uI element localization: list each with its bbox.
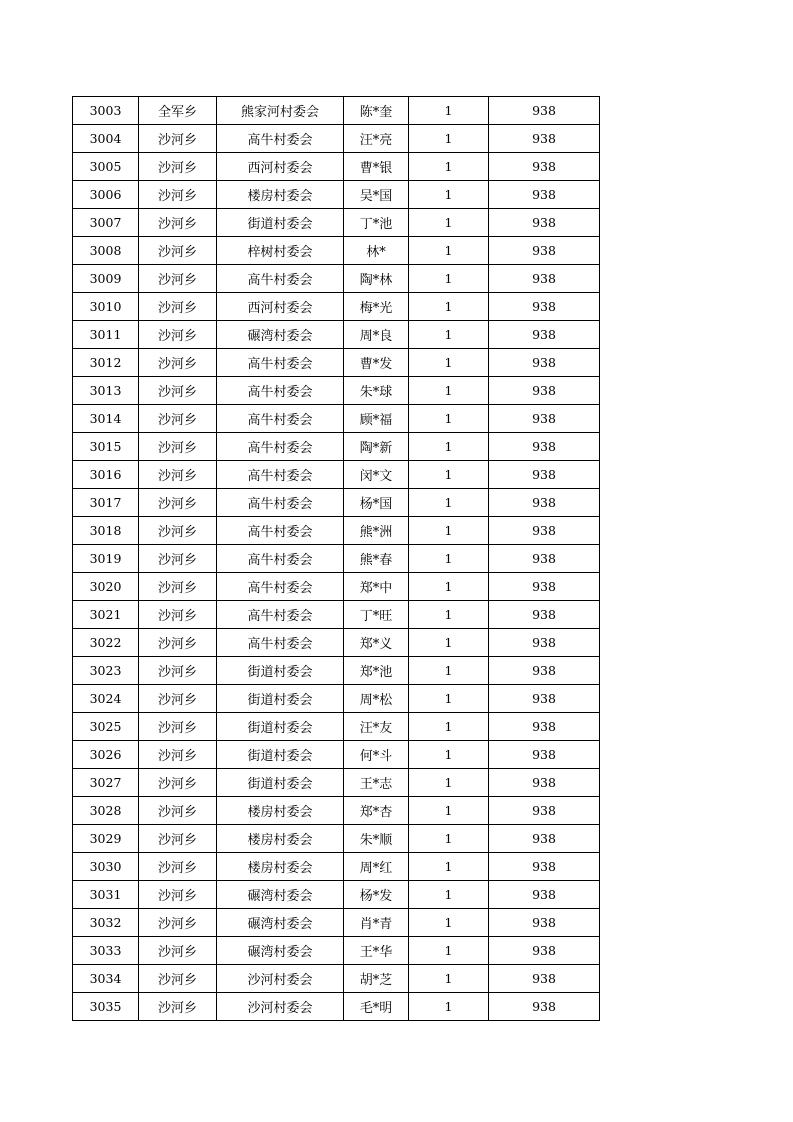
township-cell: 全军乡 xyxy=(139,97,217,125)
count-cell: 1 xyxy=(409,349,489,377)
amount-cell: 938 xyxy=(489,265,600,293)
township-cell: 沙河乡 xyxy=(139,461,217,489)
amount-cell: 938 xyxy=(489,881,600,909)
name-cell: 肖*青 xyxy=(344,909,409,937)
township-cell: 沙河乡 xyxy=(139,769,217,797)
township-cell: 沙河乡 xyxy=(139,433,217,461)
id-cell: 3010 xyxy=(73,293,139,321)
name-cell: 郑*义 xyxy=(344,629,409,657)
township-cell: 沙河乡 xyxy=(139,181,217,209)
table-row xyxy=(73,909,600,937)
amount-cell: 938 xyxy=(489,741,600,769)
table-row xyxy=(73,517,600,545)
count-cell: 1 xyxy=(409,181,489,209)
village-committee-cell: 高牛村委会 xyxy=(217,461,344,489)
township-cell: 沙河乡 xyxy=(139,629,217,657)
name-cell: 朱*顺 xyxy=(344,825,409,853)
village-committee-cell: 碾湾村委会 xyxy=(217,881,344,909)
name-cell: 陈*奎 xyxy=(344,97,409,125)
count-cell: 1 xyxy=(409,685,489,713)
township-cell: 沙河乡 xyxy=(139,573,217,601)
count-cell: 1 xyxy=(409,293,489,321)
table-row xyxy=(73,685,600,713)
village-committee-cell: 街道村委会 xyxy=(217,685,344,713)
id-cell: 3032 xyxy=(73,909,139,937)
amount-cell: 938 xyxy=(489,293,600,321)
township-cell: 沙河乡 xyxy=(139,741,217,769)
amount-cell: 938 xyxy=(489,965,600,993)
village-committee-cell: 梓树村委会 xyxy=(217,237,344,265)
id-cell: 3028 xyxy=(73,797,139,825)
table-row xyxy=(73,153,600,181)
amount-cell: 938 xyxy=(489,237,600,265)
township-cell: 沙河乡 xyxy=(139,685,217,713)
id-cell: 3029 xyxy=(73,825,139,853)
name-cell: 丁*旺 xyxy=(344,601,409,629)
table-row xyxy=(73,713,600,741)
count-cell: 1 xyxy=(409,405,489,433)
table-row xyxy=(73,965,600,993)
id-cell: 3018 xyxy=(73,517,139,545)
table-row xyxy=(73,405,600,433)
id-cell: 3021 xyxy=(73,601,139,629)
amount-cell: 938 xyxy=(489,433,600,461)
table-row xyxy=(73,349,600,377)
name-cell: 朱*球 xyxy=(344,377,409,405)
name-cell: 梅*光 xyxy=(344,293,409,321)
table-row xyxy=(73,601,600,629)
amount-cell: 938 xyxy=(489,517,600,545)
id-cell: 3025 xyxy=(73,713,139,741)
id-cell: 3035 xyxy=(73,993,139,1021)
village-committee-cell: 楼房村委会 xyxy=(217,181,344,209)
amount-cell: 938 xyxy=(489,405,600,433)
count-cell: 1 xyxy=(409,769,489,797)
amount-cell: 938 xyxy=(489,545,600,573)
township-cell: 沙河乡 xyxy=(139,601,217,629)
village-committee-cell: 西河村委会 xyxy=(217,293,344,321)
id-cell: 3034 xyxy=(73,965,139,993)
village-committee-cell: 楼房村委会 xyxy=(217,853,344,881)
name-cell: 郑*中 xyxy=(344,573,409,601)
id-cell: 3003 xyxy=(73,97,139,125)
count-cell: 1 xyxy=(409,265,489,293)
village-committee-cell: 街道村委会 xyxy=(217,713,344,741)
township-cell: 沙河乡 xyxy=(139,153,217,181)
table-row xyxy=(73,489,600,517)
village-committee-cell: 熊家河村委会 xyxy=(217,97,344,125)
count-cell: 1 xyxy=(409,321,489,349)
amount-cell: 938 xyxy=(489,713,600,741)
id-cell: 3020 xyxy=(73,573,139,601)
table-row xyxy=(73,237,600,265)
amount-cell: 938 xyxy=(489,853,600,881)
amount-cell: 938 xyxy=(489,209,600,237)
count-cell: 1 xyxy=(409,377,489,405)
id-cell: 3006 xyxy=(73,181,139,209)
count-cell: 1 xyxy=(409,909,489,937)
village-committee-cell: 高牛村委会 xyxy=(217,489,344,517)
table-row xyxy=(73,881,600,909)
id-cell: 3009 xyxy=(73,265,139,293)
name-cell: 林* xyxy=(344,237,409,265)
village-committee-cell: 高牛村委会 xyxy=(217,349,344,377)
name-cell: 汪*亮 xyxy=(344,125,409,153)
count-cell: 1 xyxy=(409,853,489,881)
count-cell: 1 xyxy=(409,237,489,265)
amount-cell: 938 xyxy=(489,489,600,517)
count-cell: 1 xyxy=(409,825,489,853)
table-row xyxy=(73,825,600,853)
id-cell: 3005 xyxy=(73,153,139,181)
name-cell: 周*良 xyxy=(344,321,409,349)
data-table xyxy=(72,96,600,1021)
township-cell: 沙河乡 xyxy=(139,853,217,881)
amount-cell: 938 xyxy=(489,657,600,685)
name-cell: 吴*国 xyxy=(344,181,409,209)
table-row xyxy=(73,545,600,573)
id-cell: 3024 xyxy=(73,685,139,713)
village-committee-cell: 高牛村委会 xyxy=(217,125,344,153)
amount-cell: 938 xyxy=(489,993,600,1021)
name-cell: 郑*杏 xyxy=(344,797,409,825)
table-row xyxy=(73,321,600,349)
count-cell: 1 xyxy=(409,433,489,461)
village-committee-cell: 碾湾村委会 xyxy=(217,321,344,349)
count-cell: 1 xyxy=(409,881,489,909)
village-committee-cell: 街道村委会 xyxy=(217,209,344,237)
village-committee-cell: 高牛村委会 xyxy=(217,433,344,461)
amount-cell: 938 xyxy=(489,685,600,713)
township-cell: 沙河乡 xyxy=(139,265,217,293)
table-row xyxy=(73,769,600,797)
village-committee-cell: 高牛村委会 xyxy=(217,265,344,293)
name-cell: 郑*池 xyxy=(344,657,409,685)
village-committee-cell: 高牛村委会 xyxy=(217,377,344,405)
table-row xyxy=(73,993,600,1021)
village-committee-cell: 高牛村委会 xyxy=(217,601,344,629)
amount-cell: 938 xyxy=(489,573,600,601)
village-committee-cell: 沙河村委会 xyxy=(217,993,344,1021)
name-cell: 熊*洲 xyxy=(344,517,409,545)
id-cell: 3004 xyxy=(73,125,139,153)
table-row xyxy=(73,125,600,153)
table-row xyxy=(73,937,600,965)
township-cell: 沙河乡 xyxy=(139,321,217,349)
township-cell: 沙河乡 xyxy=(139,125,217,153)
name-cell: 曹*发 xyxy=(344,349,409,377)
count-cell: 1 xyxy=(409,489,489,517)
township-cell: 沙河乡 xyxy=(139,489,217,517)
name-cell: 王*华 xyxy=(344,937,409,965)
township-cell: 沙河乡 xyxy=(139,293,217,321)
township-cell: 沙河乡 xyxy=(139,517,217,545)
village-committee-cell: 碾湾村委会 xyxy=(217,937,344,965)
township-cell: 沙河乡 xyxy=(139,825,217,853)
amount-cell: 938 xyxy=(489,909,600,937)
id-cell: 3008 xyxy=(73,237,139,265)
table-row xyxy=(73,377,600,405)
id-cell: 3017 xyxy=(73,489,139,517)
name-cell: 胡*芝 xyxy=(344,965,409,993)
township-cell: 沙河乡 xyxy=(139,797,217,825)
township-cell: 沙河乡 xyxy=(139,937,217,965)
id-cell: 3026 xyxy=(73,741,139,769)
village-committee-cell: 楼房村委会 xyxy=(217,797,344,825)
name-cell: 闵*文 xyxy=(344,461,409,489)
name-cell: 杨*国 xyxy=(344,489,409,517)
amount-cell: 938 xyxy=(489,153,600,181)
village-committee-cell: 街道村委会 xyxy=(217,741,344,769)
table-row xyxy=(73,461,600,489)
count-cell: 1 xyxy=(409,713,489,741)
count-cell: 1 xyxy=(409,797,489,825)
name-cell: 熊*春 xyxy=(344,545,409,573)
name-cell: 周*松 xyxy=(344,685,409,713)
count-cell: 1 xyxy=(409,461,489,489)
table-row xyxy=(73,433,600,461)
table-body xyxy=(73,97,600,1021)
village-committee-cell: 楼房村委会 xyxy=(217,825,344,853)
count-cell: 1 xyxy=(409,741,489,769)
village-committee-cell: 沙河村委会 xyxy=(217,965,344,993)
amount-cell: 938 xyxy=(489,601,600,629)
name-cell: 陶*林 xyxy=(344,265,409,293)
name-cell: 丁*池 xyxy=(344,209,409,237)
id-cell: 3016 xyxy=(73,461,139,489)
count-cell: 1 xyxy=(409,573,489,601)
id-cell: 3030 xyxy=(73,853,139,881)
id-cell: 3019 xyxy=(73,545,139,573)
village-committee-cell: 高牛村委会 xyxy=(217,573,344,601)
count-cell: 1 xyxy=(409,657,489,685)
amount-cell: 938 xyxy=(489,461,600,489)
village-committee-cell: 高牛村委会 xyxy=(217,517,344,545)
count-cell: 1 xyxy=(409,97,489,125)
township-cell: 沙河乡 xyxy=(139,909,217,937)
table-row xyxy=(73,265,600,293)
village-committee-cell: 高牛村委会 xyxy=(217,405,344,433)
amount-cell: 938 xyxy=(489,937,600,965)
count-cell: 1 xyxy=(409,965,489,993)
name-cell: 何*斗 xyxy=(344,741,409,769)
id-cell: 3031 xyxy=(73,881,139,909)
village-committee-cell: 碾湾村委会 xyxy=(217,909,344,937)
township-cell: 沙河乡 xyxy=(139,377,217,405)
village-committee-cell: 高牛村委会 xyxy=(217,545,344,573)
id-cell: 3012 xyxy=(73,349,139,377)
village-committee-cell: 街道村委会 xyxy=(217,769,344,797)
count-cell: 1 xyxy=(409,629,489,657)
table-row xyxy=(73,629,600,657)
name-cell: 周*红 xyxy=(344,853,409,881)
name-cell: 陶*新 xyxy=(344,433,409,461)
id-cell: 3015 xyxy=(73,433,139,461)
name-cell: 王*志 xyxy=(344,769,409,797)
township-cell: 沙河乡 xyxy=(139,965,217,993)
id-cell: 3014 xyxy=(73,405,139,433)
id-cell: 3027 xyxy=(73,769,139,797)
count-cell: 1 xyxy=(409,125,489,153)
township-cell: 沙河乡 xyxy=(139,657,217,685)
amount-cell: 938 xyxy=(489,797,600,825)
amount-cell: 938 xyxy=(489,349,600,377)
table-row xyxy=(73,853,600,881)
table-row xyxy=(73,741,600,769)
village-committee-cell: 街道村委会 xyxy=(217,657,344,685)
count-cell: 1 xyxy=(409,517,489,545)
id-cell: 3013 xyxy=(73,377,139,405)
village-committee-cell: 高牛村委会 xyxy=(217,629,344,657)
table-row xyxy=(73,657,600,685)
count-cell: 1 xyxy=(409,601,489,629)
amount-cell: 938 xyxy=(489,825,600,853)
amount-cell: 938 xyxy=(489,125,600,153)
amount-cell: 938 xyxy=(489,181,600,209)
amount-cell: 938 xyxy=(489,377,600,405)
table-row xyxy=(73,97,600,125)
name-cell: 曹*银 xyxy=(344,153,409,181)
count-cell: 1 xyxy=(409,545,489,573)
count-cell: 1 xyxy=(409,153,489,181)
id-cell: 3023 xyxy=(73,657,139,685)
count-cell: 1 xyxy=(409,993,489,1021)
township-cell: 沙河乡 xyxy=(139,209,217,237)
id-cell: 3022 xyxy=(73,629,139,657)
township-cell: 沙河乡 xyxy=(139,713,217,741)
township-cell: 沙河乡 xyxy=(139,993,217,1021)
amount-cell: 938 xyxy=(489,97,600,125)
table-row xyxy=(73,293,600,321)
name-cell: 毛*明 xyxy=(344,993,409,1021)
table-row xyxy=(73,797,600,825)
count-cell: 1 xyxy=(409,209,489,237)
name-cell: 汪*友 xyxy=(344,713,409,741)
village-committee-cell: 西河村委会 xyxy=(217,153,344,181)
township-cell: 沙河乡 xyxy=(139,881,217,909)
id-cell: 3033 xyxy=(73,937,139,965)
name-cell: 杨*发 xyxy=(344,881,409,909)
id-cell: 3007 xyxy=(73,209,139,237)
township-cell: 沙河乡 xyxy=(139,237,217,265)
table-row xyxy=(73,181,600,209)
amount-cell: 938 xyxy=(489,769,600,797)
id-cell: 3011 xyxy=(73,321,139,349)
township-cell: 沙河乡 xyxy=(139,349,217,377)
table-row xyxy=(73,209,600,237)
township-cell: 沙河乡 xyxy=(139,405,217,433)
name-cell: 顾*福 xyxy=(344,405,409,433)
table-row xyxy=(73,573,600,601)
amount-cell: 938 xyxy=(489,321,600,349)
township-cell: 沙河乡 xyxy=(139,545,217,573)
count-cell: 1 xyxy=(409,937,489,965)
amount-cell: 938 xyxy=(489,629,600,657)
